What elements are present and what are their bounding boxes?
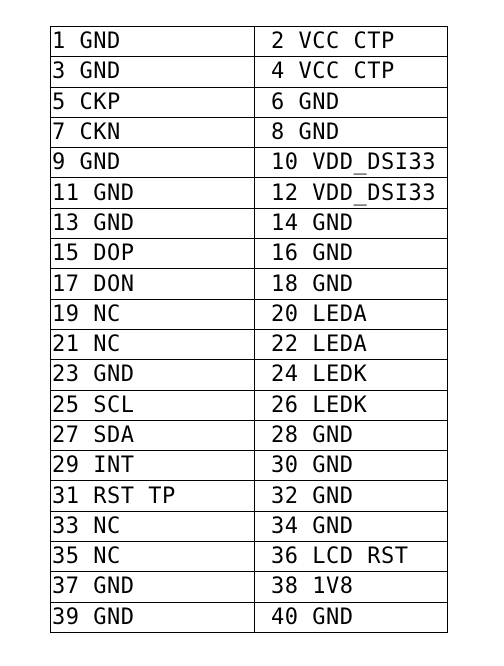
pin-cell-odd: 15 DOP — [51, 239, 255, 269]
pin-table-body — [51, 27, 448, 633]
table-row — [51, 602, 448, 632]
pin-cell-even: 32 GND — [255, 481, 448, 511]
table-row — [51, 148, 448, 178]
pin-cell-even: 6 GND — [255, 87, 448, 117]
table-row — [51, 420, 448, 450]
table-row — [51, 511, 448, 541]
pin-cell-odd: 37 GND — [51, 572, 255, 602]
table-row — [51, 269, 448, 299]
table-row — [51, 178, 448, 208]
table-row — [51, 208, 448, 238]
table-row — [51, 481, 448, 511]
pin-cell-even: 16 GND — [255, 239, 448, 269]
pin-cell-even: 18 GND — [255, 269, 448, 299]
table-row — [51, 87, 448, 117]
table-row — [51, 572, 448, 602]
pin-cell-even: 24 LEDK — [255, 360, 448, 390]
pin-cell-odd: 7 CKN — [51, 117, 255, 147]
table-row — [51, 451, 448, 481]
table-row — [51, 390, 448, 420]
pin-cell-odd: 35 NC — [51, 542, 255, 572]
pin-cell-odd: 9 GND — [51, 148, 255, 178]
pin-cell-even: 38 1V8 — [255, 572, 448, 602]
table-row — [51, 542, 448, 572]
table-row — [51, 239, 448, 269]
pin-cell-odd: 39 GND — [51, 602, 255, 632]
table-row — [51, 299, 448, 329]
pin-cell-odd: 3 GND — [51, 57, 255, 87]
pin-cell-odd: 13 GND — [51, 208, 255, 238]
pin-cell-even: 20 LEDA — [255, 299, 448, 329]
pin-cell-odd: 27 SDA — [51, 420, 255, 450]
pin-cell-even: 10 VDD_DSI33 — [255, 148, 448, 178]
pin-cell-even: 12 VDD_DSI33 — [255, 178, 448, 208]
pin-cell-odd: 1 GND — [51, 27, 255, 57]
pin-cell-even: 2 VCC CTP — [255, 27, 448, 57]
table-row — [51, 117, 448, 147]
pin-cell-odd: 11 GND — [51, 178, 255, 208]
pin-assignment-table — [50, 26, 448, 633]
pin-cell-odd: 29 INT — [51, 451, 255, 481]
table-row — [51, 329, 448, 359]
pin-cell-odd: 21 NC — [51, 329, 255, 359]
pin-cell-odd: 17 DON — [51, 269, 255, 299]
pin-cell-even: 14 GND — [255, 208, 448, 238]
pin-cell-odd: 25 SCL — [51, 390, 255, 420]
pin-cell-odd: 23 GND — [51, 360, 255, 390]
pin-cell-even: 34 GND — [255, 511, 448, 541]
pin-cell-even: 26 LEDK — [255, 390, 448, 420]
pin-cell-even: 28 GND — [255, 420, 448, 450]
pin-cell-even: 36 LCD RST — [255, 542, 448, 572]
pin-cell-even: 8 GND — [255, 117, 448, 147]
pin-cell-odd: 33 NC — [51, 511, 255, 541]
pin-cell-odd: 5 CKP — [51, 87, 255, 117]
pin-cell-even: 4 VCC CTP — [255, 57, 448, 87]
pin-cell-odd: 31 RST TP — [51, 481, 255, 511]
pin-cell-even: 30 GND — [255, 451, 448, 481]
pin-cell-odd: 19 NC — [51, 299, 255, 329]
table-row — [51, 27, 448, 57]
pin-cell-even: 22 LEDA — [255, 329, 448, 359]
pin-cell-even: 40 GND — [255, 602, 448, 632]
table-row — [51, 360, 448, 390]
table-row — [51, 57, 448, 87]
